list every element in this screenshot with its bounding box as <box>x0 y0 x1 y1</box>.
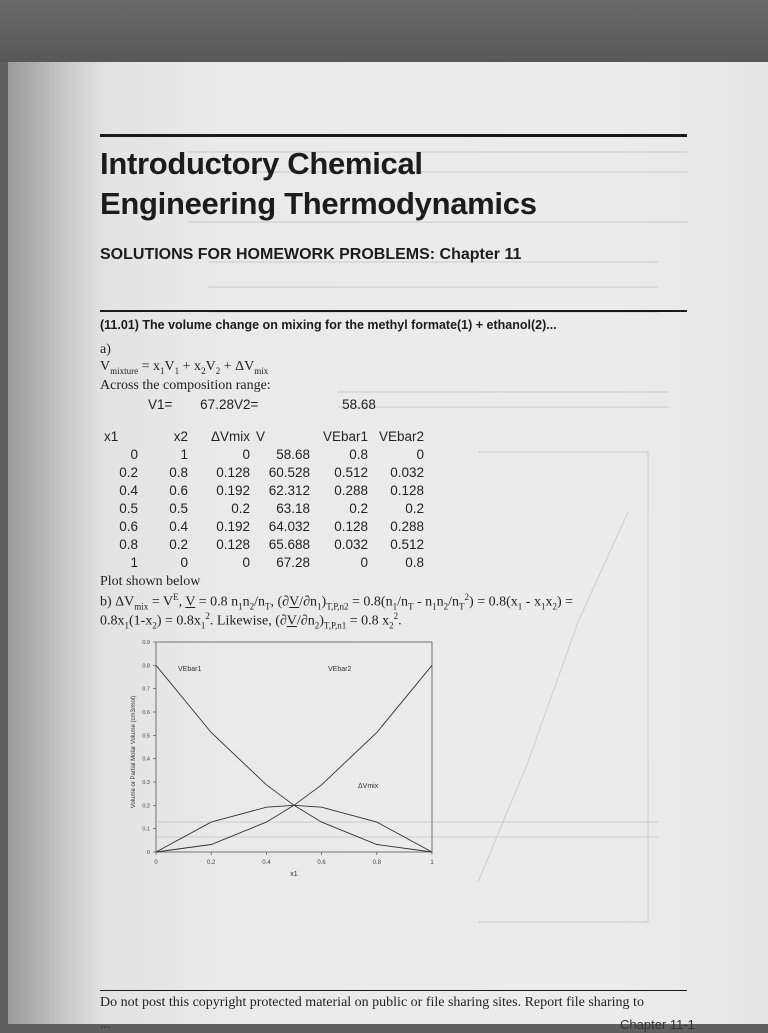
scan-shadow-top <box>0 0 768 62</box>
table-cell: 0.8 <box>119 536 138 552</box>
table-cell: 0.032 <box>334 536 368 552</box>
table-cell: 0.2 <box>169 536 188 552</box>
part-b-derivation-line-2: $0.8x_1(1-x_2) = 0.8x_1^2$. Likewise, $(\partial V/\partial n_2)_{T,P,n1} = 0.8$ $x_2^2$. <box>100 611 402 631</box>
table-cell: 0 <box>242 554 250 570</box>
table-cell: 0.6 <box>169 482 188 498</box>
plot-frame <box>156 642 432 852</box>
table-row <box>104 553 424 571</box>
table-cell: 0.128 <box>216 536 250 552</box>
footer-rule <box>100 990 687 991</box>
x-tick-label: 0.8 <box>372 860 381 866</box>
column-header: V <box>256 428 266 444</box>
table-header-row <box>104 427 424 445</box>
composition-range-text: Across the composition range: <box>100 378 271 393</box>
table-row <box>104 535 424 553</box>
y-tick-label: 0 <box>146 850 150 856</box>
page-subtitle: SOLUTIONS FOR HOMEWORK PROBLEMS: Chapter 11 <box>100 246 522 263</box>
column-header: x2 <box>173 428 188 444</box>
plot-shown-text: Plot shown below <box>100 574 201 589</box>
table-cell: 0.2 <box>405 500 424 516</box>
y-tick-label: 0.2 <box>142 803 150 810</box>
v2-value: 58.68 <box>342 397 376 412</box>
table-cell: 0.2 <box>231 500 250 516</box>
volume-chart <box>123 630 453 890</box>
y-tick-label: 0.8 <box>142 663 150 670</box>
table-cell: 0.4 <box>119 482 138 498</box>
table-cell: 0.288 <box>390 518 424 534</box>
table-cell: 0.6 <box>119 518 138 534</box>
footer-contact: ... <box>100 1017 111 1032</box>
table-cell: 0.5 <box>119 500 138 516</box>
v1-value: 67.28 <box>200 397 234 412</box>
table-row <box>104 445 424 463</box>
table-cell: 64.032 <box>268 518 310 534</box>
table-cell: 0.8 <box>169 464 188 480</box>
table-cell: 0 <box>416 446 424 462</box>
table-cell: 67.28 <box>276 554 310 570</box>
data-table <box>104 427 424 571</box>
x-tick-label: 0 <box>154 860 158 866</box>
title-line-1: Introductory Chemical <box>100 146 423 181</box>
x-tick-label: 0.6 <box>317 860 326 866</box>
table-cell: 58.68 <box>276 446 310 462</box>
table-cell: 0.032 <box>390 464 424 480</box>
table-row <box>104 517 424 535</box>
table-row <box>104 499 424 517</box>
table-cell: 0.192 <box>216 518 250 534</box>
table-cell: 0 <box>360 554 368 570</box>
table-cell: 0 <box>180 554 188 570</box>
y-tick-label: 0.3 <box>142 780 150 786</box>
y-tick-label: 0.6 <box>142 710 150 716</box>
table-cell: 0.192 <box>216 482 250 498</box>
table-cell: 0.128 <box>390 482 424 498</box>
series-label-vebar1: VEbar1 <box>178 666 202 673</box>
part-a-label: a) <box>100 342 111 357</box>
copyright-notice: Do not post this copyright protected material on public or file sharing sites. Report file sharing to <box>100 995 644 1010</box>
column-header: x1 <box>104 428 119 444</box>
table-cell: 0.128 <box>216 464 250 480</box>
table-cell: 0.288 <box>334 482 368 498</box>
pure-volumes-row <box>148 397 376 412</box>
column-header: VEbar2 <box>378 428 424 444</box>
y-tick-label: 0.4 <box>142 756 150 763</box>
series-line-0 <box>156 665 432 852</box>
page-number: Chapter 11-1 <box>620 1017 695 1032</box>
v1-label: V1= <box>148 397 173 412</box>
title-line-2: Engineering Thermodynamics <box>100 186 537 221</box>
y-axis-label: Volume or Partial Molar Volume (cm3/mol) <box>131 695 137 809</box>
table-cell: 65.688 <box>268 536 310 552</box>
table-row <box>104 463 424 481</box>
x-tick-label: 1 <box>430 860 434 866</box>
table-row <box>104 481 424 499</box>
y-tick-label: 0.5 <box>142 733 150 740</box>
y-tick-label: 0.9 <box>142 640 150 646</box>
table-cell: 0.8 <box>405 554 424 570</box>
page-title <box>100 144 700 224</box>
part-b-derivation-line-1: b) $\Delta V_{mix} = V^E$, V = 0.8 $n_1n_2/n_T$, $(\partial V/\partial n_1)_{T,P,n2} = 0.8(n_1/n_T - n_1n_2/n_T^2) = 0.8(x_1 - x_1x_2)$ = <box>100 592 574 612</box>
y-tick-label: 0.1 <box>142 826 150 833</box>
table-cell: 0.5 <box>169 500 188 516</box>
mixture-equation: $V_{mixture} = x_1V_1 + x_2V_2 + \Delta V_{mix}$ <box>100 359 269 376</box>
series-label-vebar2: VEbar2 <box>328 666 352 673</box>
table-cell: 0.2 <box>349 500 368 516</box>
series-line-1 <box>156 665 432 852</box>
y-tick-label: 0.7 <box>142 686 150 693</box>
table-cell: 63.18 <box>276 500 310 516</box>
x-tick-label: 0.4 <box>262 860 271 866</box>
section-rule <box>100 310 687 312</box>
table-cell: 0.128 <box>334 518 368 534</box>
x-tick-label: 0.2 <box>207 860 216 866</box>
table-cell: 0.2 <box>119 464 138 480</box>
series-line-2 <box>156 805 432 852</box>
table-cell: 0.4 <box>169 518 188 534</box>
part-b-label: b) <box>100 594 112 610</box>
table-cell: 0.8 <box>349 446 368 462</box>
table-cell: 1 <box>130 554 138 570</box>
v2-label: V2= <box>233 397 259 412</box>
table-cell: 60.528 <box>268 464 310 480</box>
column-header: ΔVmix <box>210 428 250 444</box>
spine-shadow <box>8 62 98 1024</box>
x-axis-label: x1 <box>290 871 298 878</box>
series-label-dvmix: ΔVmix <box>358 783 379 790</box>
column-header: VEbar1 <box>322 428 368 444</box>
table-cell: 0 <box>130 446 138 462</box>
table-cell: 0 <box>242 446 250 462</box>
top-rule <box>100 134 687 137</box>
problem-heading: (11.01) The volume change on mixing for the methyl formate(1) + ethanol(2)... <box>100 318 557 332</box>
document-page <box>8 62 768 1032</box>
table-cell: 1 <box>180 446 188 462</box>
table-cell: 0.512 <box>334 464 368 480</box>
table-cell: 62.312 <box>268 482 310 498</box>
table-cell: 0.512 <box>390 536 424 552</box>
